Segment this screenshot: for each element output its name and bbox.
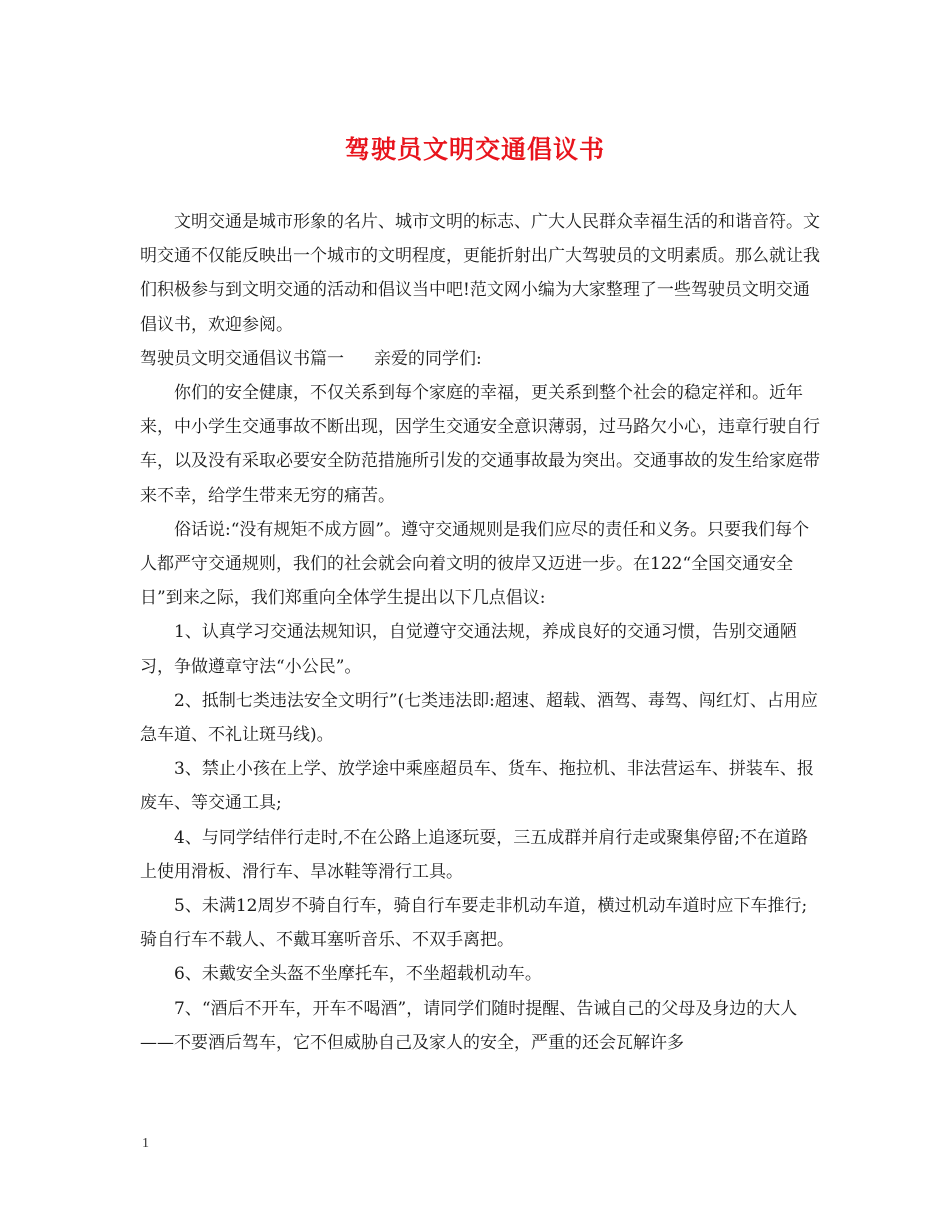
intro-paragraph: 文明交通是城市形象的名片、城市文明的标志、广大人民群众幸福生活的和谐音符。文明交通不仅能反映出一个城市的文明程度，更能折射出广大驾驶员的文明素质。那么就让我们积极参与到文明交通的活动和倡议当中吧!范文网小编为大家整理了一些驾驶员文明交通倡议书，欢迎参阅。 — [140, 212, 820, 335]
proposal-item-6: 6、未戴安全头盔不坐摩托车，不坐超载机动车。 — [174, 964, 542, 985]
section-heading: 驾驶员文明交通倡议书篇一 — [140, 348, 344, 369]
body-paragraph-2: 俗话说:“没有规矩不成方圆”。遵守交通规则是我们应尽的责任和义务。只要我们每个人都严守交通规则，我们的社会就会向着文明的彼岸又迈进一步。在122“全国交通安全日”到来之际，我们郑重向全体学生提出以下几点倡议: — [140, 519, 810, 609]
proposal-item-7: 7、“酒后不开车，开车不喝酒”，请同学们随时提醒、告诫自己的父母及身边的大人——不要酒后驾车，它不但威胁自己及家人的安全，严重的还会瓦解许多 — [140, 998, 798, 1053]
page-number: 1 — [142, 1136, 149, 1151]
body-paragraph-1: 你们的安全健康，不仅关系到每个家庭的幸福，更关系到整个社会的稳定祥和。近年来，中小学生交通事故不断出现，因学生交通安全意识薄弱，过马路欠小心，违章行驶自行车，以及没有采取必要安全防范措施所引发的交通事故最为突出。交通事故的发生给家庭带来不幸，给学生带来无穷的痛苦。 — [140, 383, 820, 506]
section-heading-line — [140, 342, 820, 376]
proposal-item-5: 5、未满12周岁不骑自行车，骑自行车要走非机动车道，横过机动车道时应下车推行;骑自行车不载人、不戴耳塞听音乐、不双手离把。 — [140, 896, 808, 951]
document-title: 驾驶员文明交通倡议书 — [344, 135, 605, 164]
salutation: 亲爱的同学们: — [374, 348, 482, 369]
proposal-item-3: 3、禁止小孩在上学、放学途中乘座超员车、货车、拖拉机、非法营运车、拼装车、报废车、等交通工具; — [140, 759, 814, 814]
document-body — [140, 205, 820, 1060]
proposal-item-1: 1、认真学习交通法规知识，自觉遵守交通法规，养成良好的交通习惯，告别交通陋习，争做遵章守法“小公民”。 — [140, 622, 797, 677]
proposal-item-4: 4、与同学结伴行走时,不在公路上追逐玩耍，三五成群并肩行走或聚集停留;不在道路上使用滑板、滑行车、旱冰鞋等滑行工具。 — [140, 827, 808, 882]
proposal-item-2: 2、抵制七类违法安全文明行”(七类违法即:超速、超载、酒驾、毒驾、闯红灯、占用应急车道、不礼让斑马线)。 — [140, 690, 818, 746]
